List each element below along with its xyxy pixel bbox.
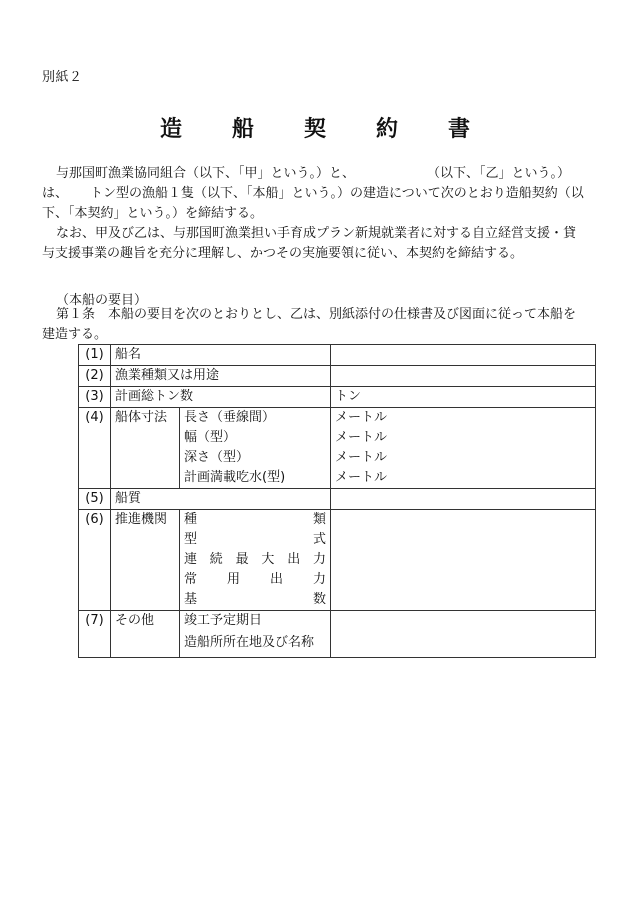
vessel-spec-table [78,344,596,658]
row-value [331,489,596,510]
sub-label: 造船所所在地及び名称 [184,635,315,650]
unit-label: メートル [335,470,388,485]
row-value [331,366,596,387]
row-units [331,408,596,489]
row-number: (7) [79,611,111,658]
intro-paragraph [42,164,602,224]
intro-line2-b: トン型の漁船１隻（以下、「本船」という。）の建造について次のとおり造船契約（以 [90,186,584,201]
section-heading: （本船の要目） [56,293,148,308]
unit-label: メートル [335,450,388,465]
sub-label-kind: 種 類 [184,512,326,527]
row-sub-labels [180,611,331,658]
row-label: 船名 [111,345,331,366]
row-label: 漁業種類又は用途 [111,366,331,387]
article-1 [42,305,602,345]
row-number: (4) [79,408,111,489]
unit-label: メートル [335,430,388,445]
sub-label: 竣工予定期日 [184,613,263,628]
sub-label: 長さ（垂線間） [184,410,276,425]
row-value [331,345,596,366]
row-unit: トン [331,387,596,408]
sub-label: 幅（型） [184,430,237,445]
sub-label-max-output: 連 続 最 大 出 力 [184,552,326,567]
row-value [331,510,596,611]
row-number: (5) [79,489,111,510]
sub-label-count: 基 数 [184,592,326,607]
table-row [79,489,596,510]
table-row [79,611,596,658]
row-number: (6) [79,510,111,611]
note-line1: なお、甲及び乙は、与那国町漁業担い手育成プラン新規就業者に対する自立経営支援・貸 [56,226,577,241]
row-number: (2) [79,366,111,387]
row-sub-labels [180,510,331,611]
row-label: 計画総トン数 [111,387,331,408]
row-sub-labels [180,408,331,489]
sub-label-normal-output: 常 用 出 力 [184,572,326,587]
table-row [79,366,596,387]
intro-line1-a: 与那国町漁業協同組合（以下、「甲」という。）と、 [56,166,356,181]
document-title: 造 船 契 約 書 [159,116,484,142]
row-number: (3) [79,387,111,408]
table-row [79,408,596,489]
sub-label-type: 型 式 [184,532,326,547]
intro-line3: 下、「本契約」という。）を締結する。 [42,206,264,221]
intro-line2-a: は、 [42,186,69,201]
sub-label: 深さ（型） [184,450,250,465]
article-1-line1: 第１条 本船の要目を次のとおりとし、乙は、別紙添付の仕様書及び図面に従って本船を [56,307,577,322]
row-label: 船体寸法 [111,408,180,489]
note-line2: 与支援事業の趣旨を充分に理解し、かつその実施要領に従い、本契約を締結する。 [42,246,524,261]
sub-label: 計画満載吃水(型) [184,470,286,485]
annex-label: 別紙２ [42,70,83,85]
row-number: (1) [79,345,111,366]
table-row [79,387,596,408]
row-label: 推進機関 [111,510,180,611]
intro-line1-b: （以下、「乙」という。） [427,166,571,181]
table-row [79,510,596,611]
row-value [331,611,596,658]
unit-label: メートル [335,410,388,425]
article-1-line2: 建造する。 [42,327,108,342]
table-row [79,345,596,366]
row-label: その他 [111,611,180,658]
note-paragraph [42,224,602,264]
row-label: 船質 [111,489,331,510]
